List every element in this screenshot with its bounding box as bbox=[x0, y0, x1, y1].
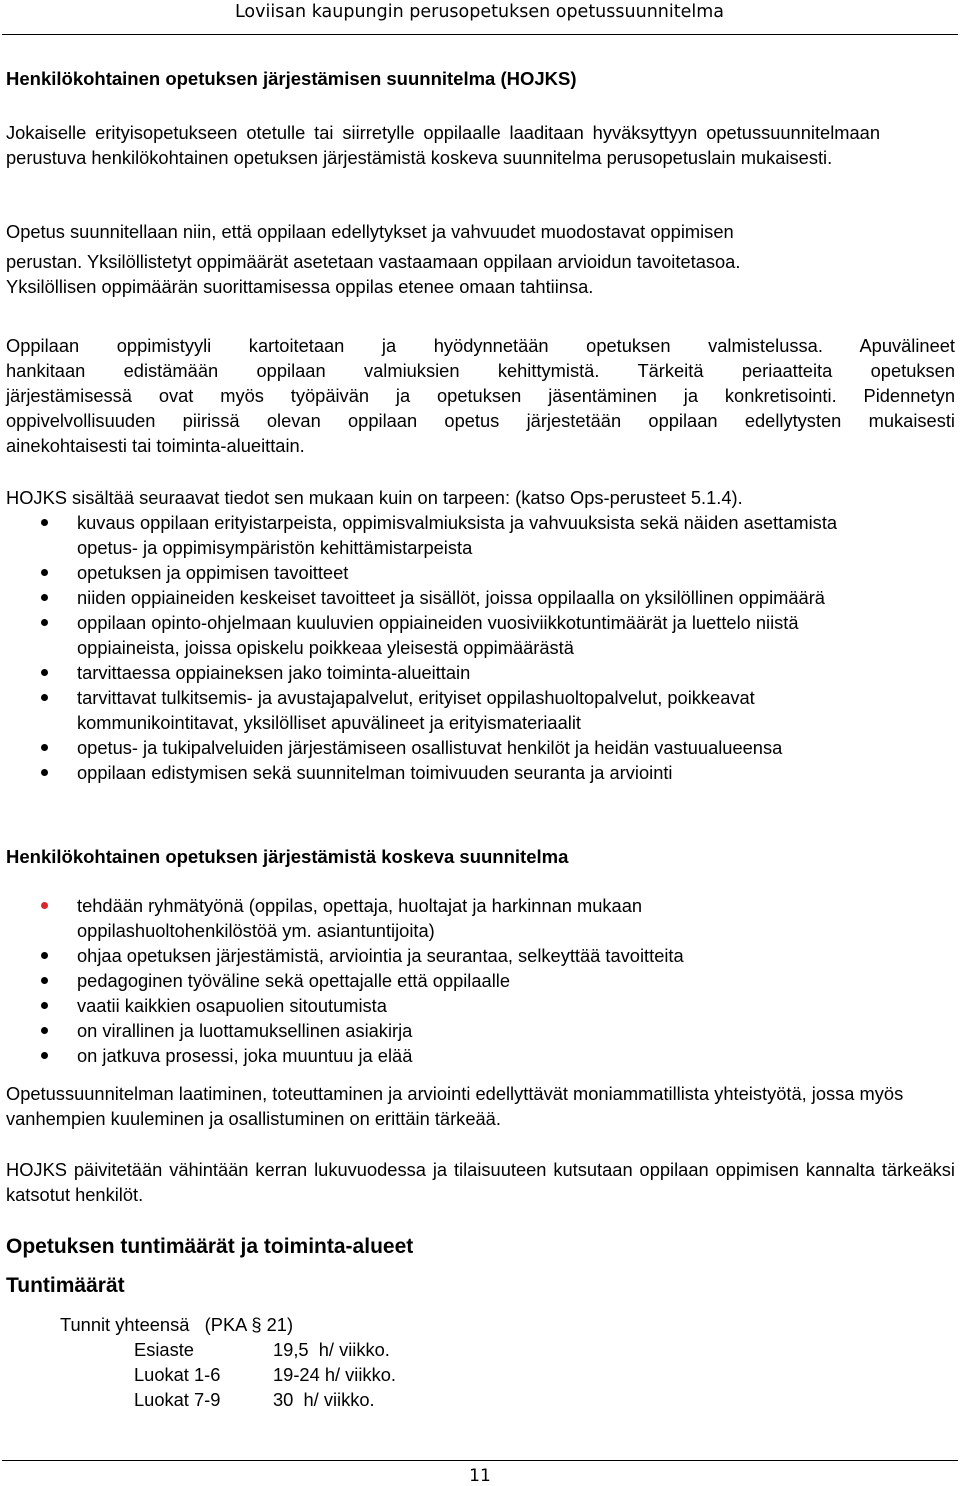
bullet-icon bbox=[41, 519, 48, 526]
list-item: on virallinen ja luottamuksellinen asiakirja bbox=[6, 1018, 790, 1043]
list-item: vaatii kaikkien osapuolien sitoutumista bbox=[6, 993, 790, 1018]
section-heading-hojks: Henkilökohtainen opetuksen järjestämisen suunnitelma (HOJKS) bbox=[6, 68, 577, 89]
list-item: opetus- ja tukipalveluiden järjestämiseen osallistuvat henkilöt ja heidän vastuualueensa bbox=[6, 735, 870, 760]
hours-total-value: (PKA § 21) bbox=[204, 1314, 294, 1335]
list-item: opetuksen ja oppimisen tavoitteet bbox=[6, 560, 870, 585]
hours-table bbox=[60, 1312, 396, 1412]
bullet-icon bbox=[41, 1052, 48, 1059]
bullet-icon bbox=[41, 669, 48, 676]
list-item: niiden oppiaineiden keskeiset tavoitteet ja sisällöt, joissa oppilaalla on yksilöllinen oppimäärä bbox=[6, 585, 870, 610]
bullet-icon bbox=[41, 694, 48, 701]
bullet-icon bbox=[41, 1002, 48, 1009]
running-header: Loviisan kaupungin perusopetuksen opetussuunnitelma bbox=[234, 2, 724, 22]
list-item: ohjaa opetuksen järjestämistä, arviointia ja seurantaa, selkeyttää tavoitteita bbox=[6, 943, 790, 968]
paragraph-line: ainekohtaisesti tai toiminta-alueittain. bbox=[6, 435, 305, 456]
paragraph-basis-line: Yksilöllisen oppimäärän suorittamisessa oppilas etenee omaan tahtiinsa. bbox=[6, 276, 594, 297]
bullet-icon bbox=[41, 952, 48, 959]
bullet-icon bbox=[41, 769, 48, 776]
paragraph-line: Oppilaan oppimistyyli kartoitetaan ja hyödynnetään opetuksen valmistelussa. Apuvälineet bbox=[6, 335, 955, 356]
hours-row: Esiaste 19,5 h/ viikko. bbox=[134, 1339, 390, 1360]
paragraph-basis bbox=[6, 219, 955, 299]
hours-total-label: Tunnit yhteensä bbox=[60, 1314, 190, 1335]
list-item: tarvittavat tulkitsemis- ja avustajapalvelut, erityiset oppilashuoltopalvelut, poikkeavat kommunikointitavat, yksilölliset apuvälineet ja erityismateriaalit bbox=[6, 685, 870, 735]
plan-properties-list bbox=[6, 893, 790, 1068]
bullet-icon bbox=[41, 744, 48, 751]
hours-total-row bbox=[60, 1312, 396, 1337]
section-heading-hours: Opetuksen tuntimäärät ja toiminta-alueet bbox=[6, 1235, 414, 1258]
hours-row: Luokat 7-9 30 h/ viikko. bbox=[134, 1389, 375, 1410]
bullet-icon bbox=[41, 619, 48, 626]
footer-rule bbox=[2, 1460, 958, 1461]
subheading-hours: Tuntimäärät bbox=[6, 1274, 125, 1297]
paragraph-line: hankitaan edistämään oppilaan valmiuksien kehittymistä. Tärkeitä periaatteita opetuksen bbox=[6, 360, 955, 381]
paragraph-intro: Jokaiselle erityisopetukseen otetulle tai siirretylle oppilaalle laaditaan hyväksyttyyn opetussuunnitelmaan perustuva henkilökohtainen opetuksen järjestämistä koskeva suunnitelma perusopetuslain mukaisesti. bbox=[6, 122, 880, 168]
list-item: on jatkuva prosessi, joka muuntuu ja elää bbox=[6, 1043, 790, 1068]
list-intro: HOJKS sisältää seuraavat tiedot sen mukaan kuin on tarpeen: (katso Ops-perusteet 5.1.4). bbox=[6, 487, 743, 508]
header-rule bbox=[2, 34, 958, 35]
paragraph-update: HOJKS päivitetään vähintään kerran lukuvuodessa ja tilaisuuteen kutsutaan oppilaan oppimisen kannalta tärkeäksi katsotut henkilöt. bbox=[6, 1159, 955, 1205]
bullet-icon bbox=[41, 977, 48, 984]
section-heading-plan: Henkilökohtainen opetuksen järjestämistä koskeva suunnitelma bbox=[6, 846, 569, 867]
bullet-icon bbox=[41, 594, 48, 601]
list-item: kuvaus oppilaan erityistarpeista, oppimisvalmiuksista ja vahvuuksista sekä näiden asettamista opetus- ja oppimisympäristön kehittämistarpeista bbox=[6, 510, 870, 560]
paragraph-line: oppivelvollisuuden piirissä olevan oppilaan opetus järjestetään oppilaan edellytysten mukaisesti bbox=[6, 410, 955, 431]
list-item: pedagoginen työväline sekä opettajalle että oppilaalle bbox=[6, 968, 790, 993]
list-item: tehdään ryhmätyönä (oppilas, opettaja, huoltajat ja harkinnan mukaan oppilashuoltohenkilöstöä ym. asiantuntijoita) bbox=[6, 893, 790, 943]
bullet-icon bbox=[41, 569, 48, 576]
paragraph-basis-line: perustan. Yksilöllistetyt oppimäärät asetetaan vastaamaan oppilaan arvioidun tavoitetasoa. bbox=[6, 251, 741, 272]
page-number: 11 bbox=[469, 1466, 491, 1486]
list-item: tarvittaessa oppiaineksen jako toiminta-alueittain bbox=[6, 660, 870, 685]
paragraph-line: järjestämisessä ovat myös työpäivän ja opetuksen jäsentäminen ja konkretisointi. Pidennetyn bbox=[6, 385, 955, 406]
list-item: oppilaan opinto-ohjelmaan kuuluvien oppiaineiden vuosiviikkotuntimäärät ja luettelo niistä oppiaineista, joissa opiskelu poikkeaa yleisestä oppimäärästä bbox=[6, 610, 870, 660]
hojks-contents-list bbox=[6, 510, 870, 785]
hours-row: Luokat 1-6 19-24 h/ viikko. bbox=[134, 1364, 396, 1385]
bullet-icon bbox=[41, 1027, 48, 1034]
paragraph-cooperation: Opetussuunnitelman laatiminen, toteuttaminen ja arviointi edellyttävät moniammatillista yhteistyötä, jossa myös vanhempien kuuleminen ja osallistuminen on erittäin tärkeää. bbox=[6, 1083, 904, 1129]
bullet-icon bbox=[41, 902, 48, 909]
paragraph-learning-style bbox=[6, 333, 955, 458]
paragraph-basis-line: Opetus suunnitellaan niin, että oppilaan edellytykset ja vahvuudet muodostavat oppimisen bbox=[6, 221, 734, 242]
list-item: oppilaan edistymisen sekä suunnitelman toimivuuden seuranta ja arviointi bbox=[6, 760, 870, 785]
